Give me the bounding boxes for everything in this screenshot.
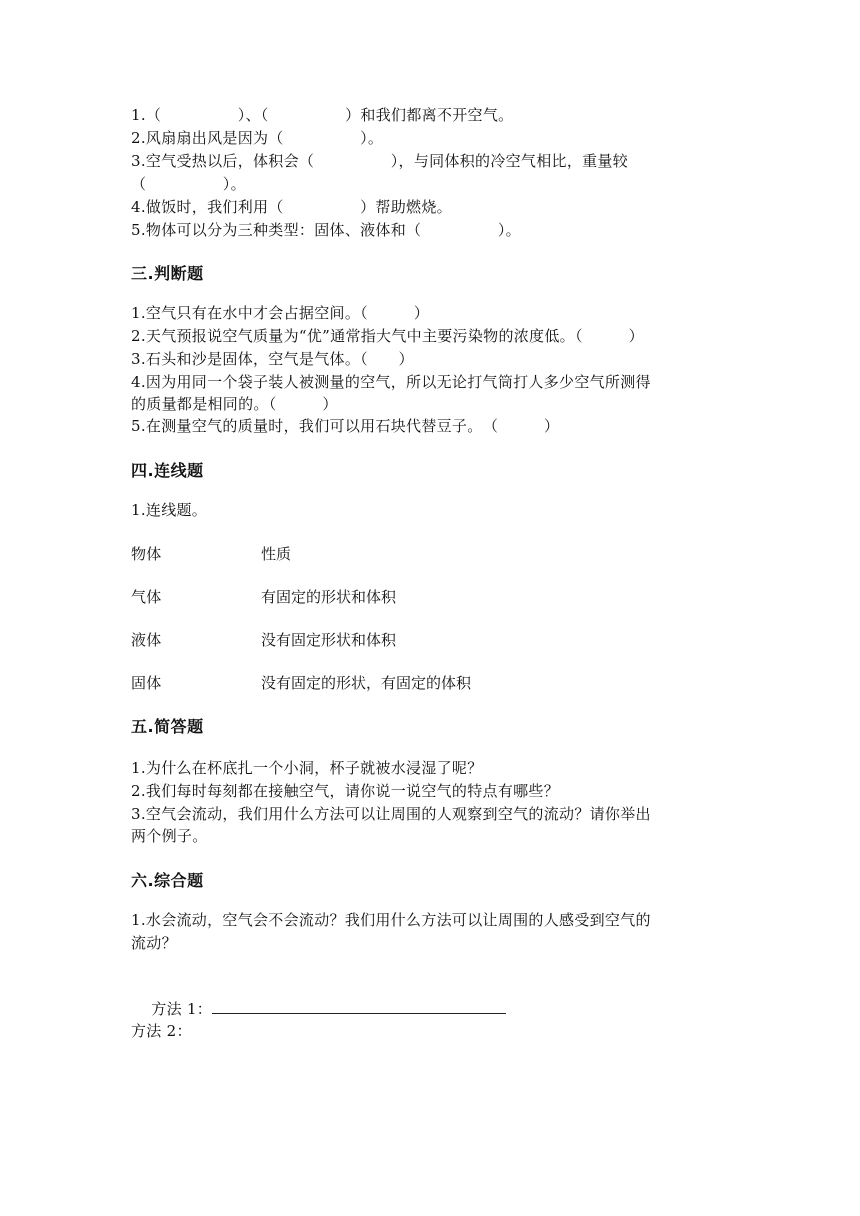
fill-blank-q3-cont: （ ）。 bbox=[131, 175, 246, 193]
matching-right-item: 没有固定的形状，有固定的体积 bbox=[261, 674, 472, 692]
section-title-judgment: 三.判断题 bbox=[131, 264, 204, 283]
method-1-answer-line[interactable] bbox=[212, 999, 506, 1014]
matching-right-item: 有固定的形状和体积 bbox=[261, 588, 397, 606]
judgment-q2: 2.天气预报说空气质量为“优”通常指大气中主要污染物的浓度低。（ ） bbox=[131, 327, 644, 345]
judgment-q5: 5.在测量空气的质量时，我们可以用石块代替豆子。 （ ） bbox=[131, 417, 560, 435]
short-answer-q1: 1.为什么在杯底扎一个小洞，杯子就被水浸湿了呢？ bbox=[131, 759, 483, 777]
short-answer-q3-cont: 两个例子。 bbox=[131, 827, 208, 845]
fill-blank-q3: 3.空气受热以后，体积会（ ），与同体积的冷空气相比，重量较 bbox=[131, 152, 629, 170]
judgment-q1: 1.空气只有在水中才会占据空间。（ ） bbox=[131, 304, 430, 322]
fill-blank-q2: 2.风扇扇出风是因为（ ）。 bbox=[131, 129, 384, 147]
matching-question: 1.连线题。 bbox=[131, 501, 208, 519]
section-title-comprehensive: 六.综合题 bbox=[131, 871, 204, 890]
judgment-q3: 3.石头和沙是固体，空气是气体。（ ） bbox=[131, 350, 414, 368]
fill-blank-q4: 4.做饭时，我们利用（ ）帮助燃烧。 bbox=[131, 198, 452, 216]
section-title-short-answer: 五.简答题 bbox=[131, 717, 204, 736]
short-answer-q3: 3.空气会流动，我们用什么方法可以让周围的人观察到空气的流动？请你举出 bbox=[131, 805, 651, 823]
judgment-q4: 4.因为用同一个袋子装人被测量的空气，所以无论打气筒打人多少空气所测得 bbox=[131, 373, 651, 391]
matching-left-item: 物体 bbox=[131, 545, 162, 563]
fill-blank-q1: 1.（ ）、（ ）和我们都离不开空气。 bbox=[131, 106, 514, 124]
matching-left-item: 气体 bbox=[131, 588, 162, 606]
short-answer-q2: 2.我们每时每刻都在接触空气，请你说一说空气的特点有哪些？ bbox=[131, 782, 560, 800]
matching-left-item: 液体 bbox=[131, 631, 162, 649]
matching-left-item: 固体 bbox=[131, 674, 162, 692]
comprehensive-q1-cont: 流动？ bbox=[131, 934, 177, 952]
judgment-q4-cont: 的质量都是相同的。（ ） bbox=[131, 395, 338, 413]
comprehensive-q1: 1.水会流动，空气会不会流动？我们用什么方法可以让周围的人感受到空气的 bbox=[131, 911, 651, 929]
method-1-label: 方法 1： bbox=[151, 1000, 213, 1018]
matching-right-item: 性质 bbox=[261, 545, 292, 563]
fill-blank-q5: 5.物体可以分为三种类型：固体、液体和（ ）。 bbox=[131, 221, 521, 239]
section-title-matching: 四.连线题 bbox=[131, 461, 204, 480]
matching-right-item: 没有固定形状和体积 bbox=[261, 631, 397, 649]
method-2-label: 方法 2： bbox=[131, 1022, 192, 1040]
